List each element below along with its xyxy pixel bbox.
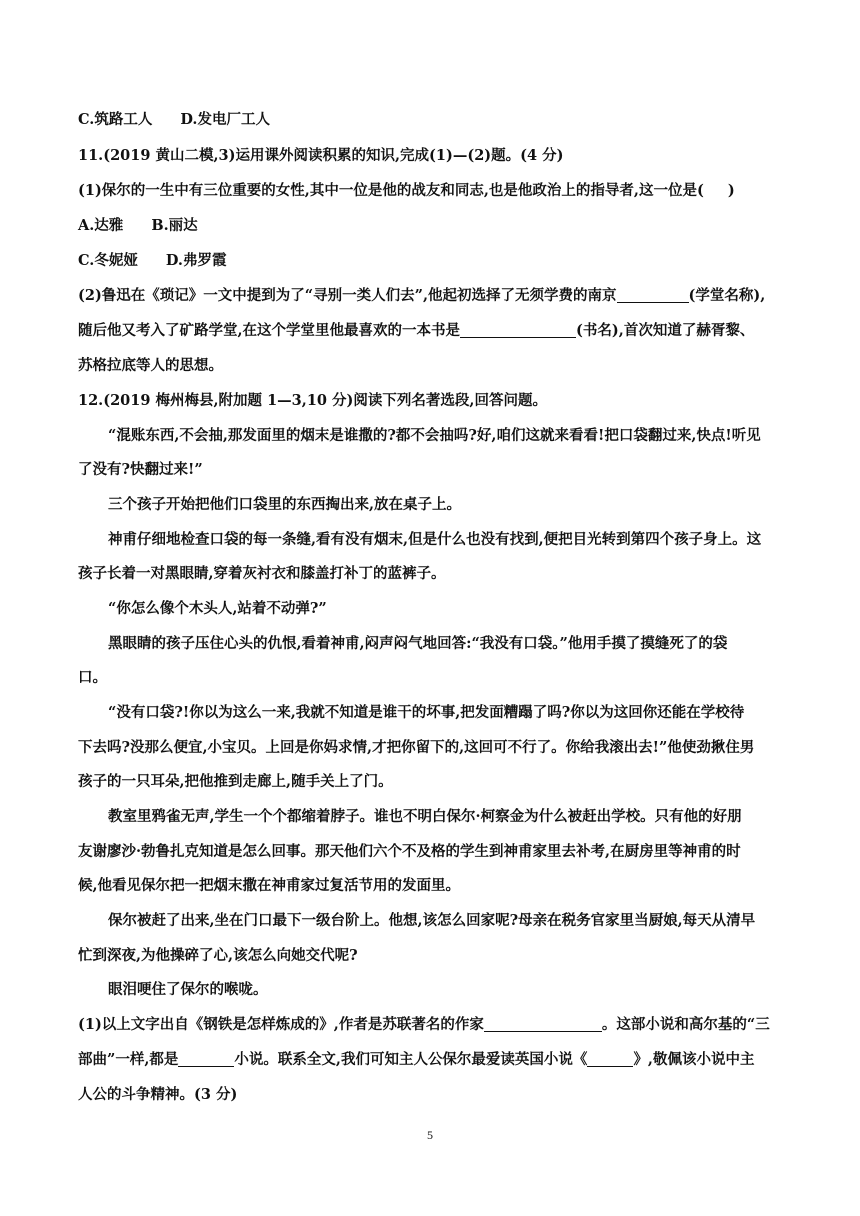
page-number: 5 xyxy=(427,1128,433,1142)
passage-line: 孩子长着一对黑眼睛,穿着灰衬衣和膝盖打补丁的蓝裤子。 xyxy=(78,565,446,582)
passage-line: 孩子的一只耳朵,把他推到走廊上,随手关上了门。 xyxy=(78,773,393,790)
passage-line: “你怎么像个木头人,站着不动弹?” xyxy=(108,600,327,617)
q12-sub1-line2: 部曲”一样,都是 小说。联系全文,我们可知主人公保尔最爱读英国小说《 》,敬佩该小说中主 xyxy=(78,1051,755,1068)
option-d: D.发电厂工人 xyxy=(180,111,270,128)
q11-part2-line3: 苏格拉底等人的思想。 xyxy=(78,357,223,374)
q10-options-cd xyxy=(78,110,790,130)
passage-line: 三个孩子开始把他们口袋里的东西掏出来,放在桌子上。 xyxy=(108,496,462,513)
q11-part2-line2: 随后他又考入了矿路学堂,在这个学堂里他最喜欢的一本书是 (书名),首次知道了赫胥黎、 xyxy=(78,322,755,339)
passage-line: 神甫仔细地检查口袋的每一条缝,看有没有烟末,但是什么也没有找到,便把目光转到第四个孩子身上。这 xyxy=(108,531,762,548)
option-d: D.弗罗霞 xyxy=(165,252,227,269)
passage-line: 保尔被赶了出来,坐在门口最下一级台阶上。他想,该怎么回家呢?母亲在税务官家里当厨娘,每天从清早 xyxy=(108,912,756,929)
q11-options-ab xyxy=(78,216,790,236)
option-b: B.丽达 xyxy=(151,217,198,234)
answer-blank-author[interactable] xyxy=(484,1016,602,1032)
passage-line: 教室里鸦雀无声,学生一个个都缩着脖子。谁也不明白保尔·柯察金为什么被赶出学校。只有他的好朋 xyxy=(108,808,742,825)
option-c: C.筑路工人 xyxy=(78,111,153,128)
option-c: C.冬妮娅 xyxy=(78,252,138,269)
passage-line: 了没有?快翻过来!” xyxy=(78,461,203,478)
answer-blank-school[interactable] xyxy=(617,287,689,303)
answer-blank-book[interactable] xyxy=(460,322,576,338)
answer-blank-novel[interactable] xyxy=(587,1051,633,1067)
q11-part2-line1: (2)鲁迅在《琐记》一文中提到为了“寻别一类人们去”,他起初选择了无须学费的南京 (学堂名称), xyxy=(78,287,766,304)
passage-line: 口。 xyxy=(78,669,107,686)
passage-line: “混账东西,不会抽,那发面里的烟末是谁撒的?都不会抽吗?好,咱们这就来看看!把口袋翻过来,快点!听见 xyxy=(108,427,761,444)
q11-header: 11.(2019 黄山二模,3)运用课外阅读积累的知识,完成(1)—(2)题。(4 分) xyxy=(78,147,564,164)
answer-blank-genre[interactable] xyxy=(178,1051,234,1067)
q12-sub1-line3: 人公的斗争精神。(3 分) xyxy=(78,1086,238,1103)
passage-line: 友谢廖沙·勃鲁扎克知道是怎么回事。那天他们六个不及格的学生到神甫家里去补考,在厨房里等神甫的时 xyxy=(78,843,741,860)
passage-line: 候,他看见保尔把一把烟末撒在神甫家过复活节用的发面里。 xyxy=(78,877,461,894)
passage-line: 黑眼睛的孩子压住心头的仇恨,看着神甫,闷声闷气地回答:“我没有口袋。”他用手摸了摸缝死了的袋 xyxy=(108,635,728,652)
q12-header: 12.(2019 梅州梅县,附加题 1—3,10 分)阅读下列名著选段,回答问题。 xyxy=(78,392,547,409)
option-a: A.达雅 xyxy=(78,217,124,234)
passage-line: “没有口袋?!你以为这么一来,我就不知道是谁干的坏事,把发面糟蹋了吗?你以为这回你还能在学校待 xyxy=(108,704,745,721)
q11-options-cd xyxy=(78,251,790,271)
q12-sub1-line1: (1)以上文字出自《钢铁是怎样炼成的》,作者是苏联著名的作家 。这部小说和高尔基的“三 xyxy=(78,1016,770,1033)
passage-line: 忙到深夜,为他操碎了心,该怎么向她交代呢? xyxy=(78,947,358,964)
q11-part1-stem: (1)保尔的一生中有三位重要的女性,其中一位是他的战友和同志,也是他政治上的指导者,这一位是( ) xyxy=(78,182,735,199)
passage-line: 下去吗?没那么便宜,小宝贝。上回是你妈求情,才把你留下的,这回可不行了。你给我滚出去!”他使劲揪住男 xyxy=(78,739,755,756)
passage-line: 眼泪哽住了保尔的喉咙。 xyxy=(108,981,268,998)
